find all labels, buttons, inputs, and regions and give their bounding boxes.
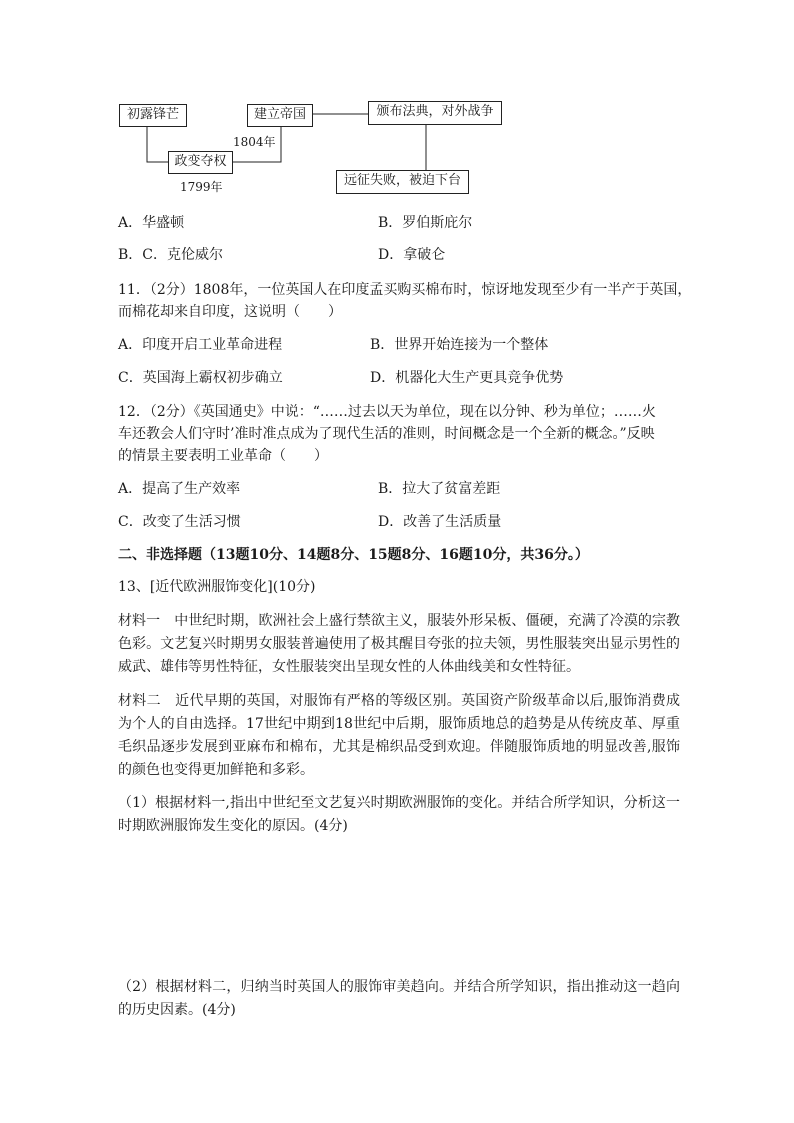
q13-subquestion-2: （2）根据材料二，归纳当时英国人的服饰审美趋向。并结合所学知识，指出推动这一趋向的历史因素。(4分)	[118, 979, 680, 1018]
diagram-box-early-fame: 初露锋芒	[119, 104, 187, 127]
section-heading: 二、非选择题（13题10分、14题8分、15题8分、16题10分，共36分。）	[118, 547, 589, 563]
q12-option-d: D．改善了生活质量	[378, 514, 502, 530]
year-label-1804: 1804年	[233, 135, 276, 149]
q12-stem-line1: 12．（2分）《英国通史》中说：“……过去以天为单位，现在以分钟、秒为单位；……火	[118, 404, 656, 420]
q11-stem-line1: 11．（2分）1808年，一位英国人在印度孟买购买棉布时，惊讶地发现至少有一半产于英国，	[118, 282, 692, 298]
q10-option-b: B．罗伯斯庇尔	[378, 215, 473, 231]
q13-material-2: 材料二 近代早期的英国，对服饰有严格的等级区别。英国资产阶级革命以后,服饰消费成为个人的自由选择。17世纪中期到18世纪中后期，服饰质地总的趋势是从传统皮革、厚重毛织品逐步发展到亚麻布和棉布，尤其是棉织品受到欢迎。伴随服饰质地的明显改善,服饰的颜色也变得更加鲜艳和多彩。	[118, 693, 680, 778]
q12-option-c: C．改变了生活习惯	[118, 514, 241, 530]
q10-option-c: B．C．克伦威尔	[118, 247, 223, 263]
q12-option-a: A．提高了生产效率	[118, 481, 241, 497]
q11-option-c: C．英国海上霸权初步确立	[118, 370, 283, 386]
q11-option-a: A．印度开启工业革命进程	[118, 337, 283, 353]
q13-title: 13、[近代欧洲服饰变化](10分)	[118, 579, 316, 595]
diagram-box-defeat: 远征失败，被迫下台	[336, 170, 469, 194]
q10-option-a: A．华盛顿	[118, 215, 185, 231]
q13-material-1: 材料一 中世纪时期，欧洲社会上盛行禁欲主义，服装外形呆板、僵硬，充满了冷漠的宗教色彩。文艺复兴时期男女服装普遍使用了极其醒目夸张的拉夫领，男性服装突出显示男性的威武、雄伟等男性特征，女性服装突出呈现女性的人体曲线美和女性特征。	[118, 613, 680, 675]
q12-stem-line3: 的情景主要表明工业革命（ ）	[118, 448, 328, 464]
year-label-1799: 1799年	[180, 180, 223, 194]
q10-option-d: D．拿破仑	[378, 247, 446, 263]
q12-stem-line2: 车还教会人们守时’准时准点成为了现代生活的准则，时间概念是一个全新的概念。”反映	[118, 426, 655, 442]
q11-option-d: D．机器化大生产更具竞争优势	[370, 370, 564, 386]
q11-option-b: B．世界开始连接为一个整体	[370, 337, 549, 353]
q12-option-b: B．拉大了贫富差距	[378, 481, 501, 497]
diagram-box-coup: 政变夺权	[168, 151, 233, 174]
q13-subquestion-1: （1）根据材料一,指出中世纪至文艺复兴时期欧洲服饰的变化。并结合所学知识，分析这一时期欧洲服饰发生变化的原因。(4分)	[118, 795, 680, 834]
q11-stem-line2: 而棉花却来自印度，这说明（ ）	[118, 304, 342, 320]
diagram-box-code-and-war: 颁布法典，对外战争	[368, 101, 502, 125]
diagram-box-empire: 建立帝国	[247, 104, 313, 127]
